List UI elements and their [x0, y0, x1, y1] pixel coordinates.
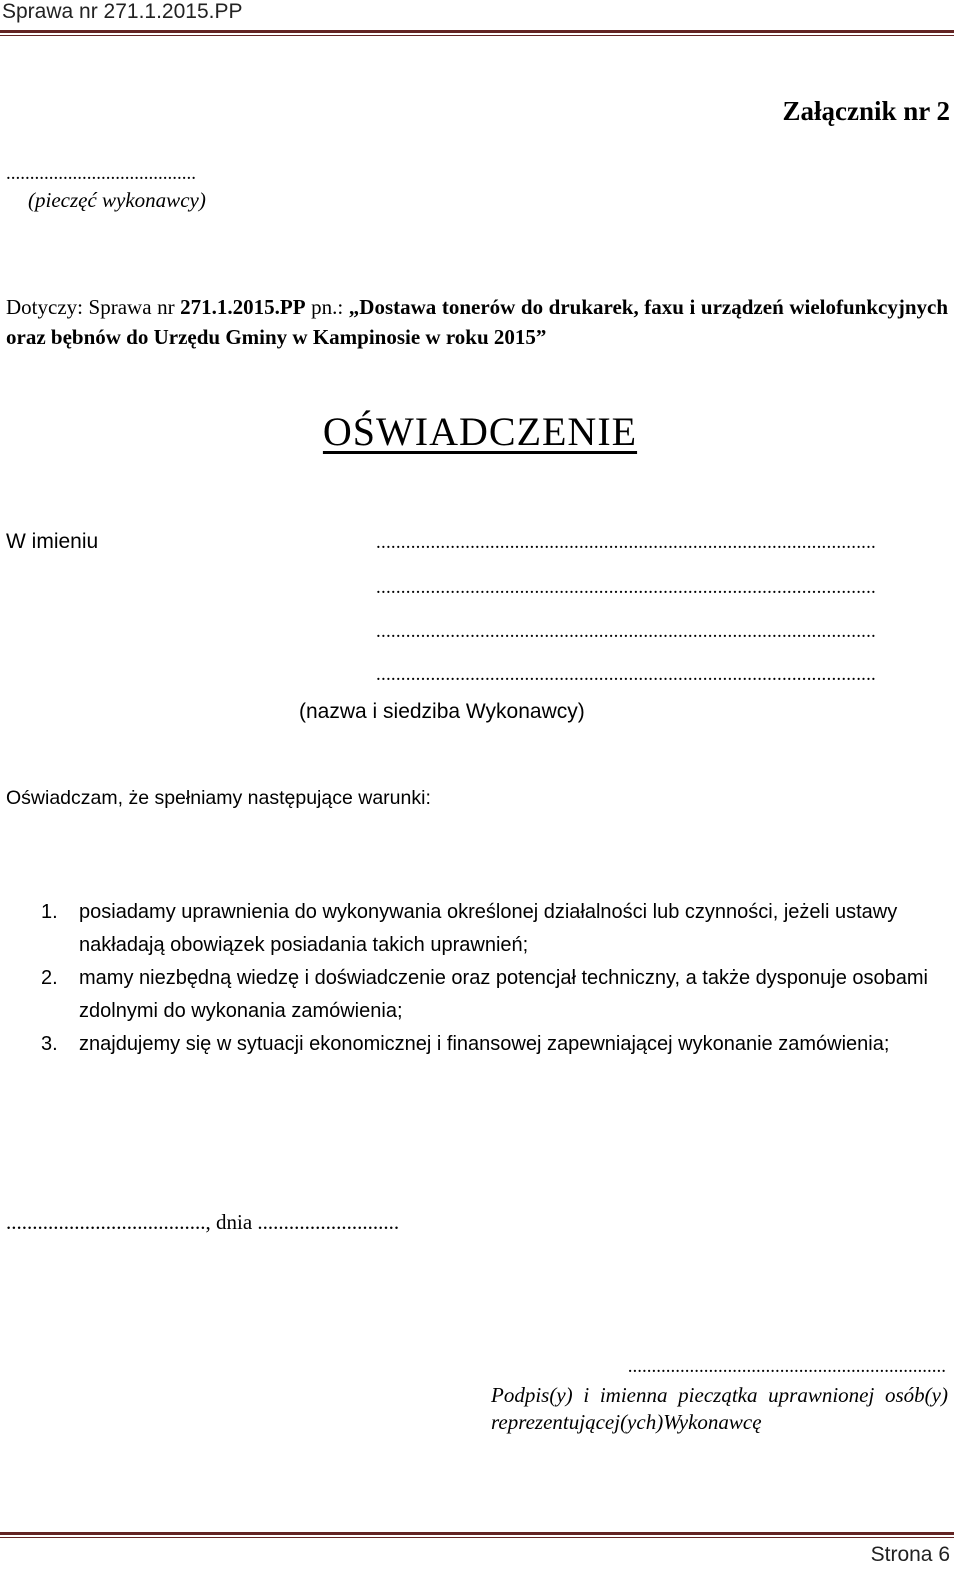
signature-dotted-line: ...................................................................	[627, 1356, 946, 1377]
list-item-text: posiadamy uprawnienia do wykonywania określonej działalności lub czynności, jeżeli ustawy nakładają obowiązek posiadania takich uprawnień;	[79, 901, 898, 956]
contractor-name-line: .....................................................................................................	[376, 664, 876, 685]
contractor-name-note: (nazwa i siedziba Wykonawcy)	[299, 700, 585, 723]
contractor-name-line: .....................................................................................................	[376, 621, 876, 642]
concern-mid: pn.:	[305, 295, 349, 319]
header-rule	[0, 30, 954, 33]
page-number: Strona 6	[870, 1543, 950, 1566]
concern-subject: „Dostawa tonerów do drukarek, faxu i urządzeń wielofunkcyjnych oraz bębnów do Urzędu Gminy w Kampinosie w roku 2015”	[6, 295, 948, 349]
contractor-name-line: .....................................................................................................	[376, 577, 876, 598]
concern-case-number: 271.1.2015.PP	[180, 295, 306, 319]
contractor-name-line: .....................................................................................................	[376, 532, 876, 553]
list-item-text: znajdujemy się w sytuacji ekonomicznej i finansowej zapewniającej wykonanie zamówienia;	[79, 1033, 890, 1055]
signature-caption: Podpis(y) i imienna pieczątka uprawnionej osób(y) reprezentującej(ych)Wykonawcę	[491, 1383, 948, 1434]
footer-rule	[0, 1532, 954, 1535]
annex-label: Załącznik nr 2	[782, 96, 950, 126]
stamp-label: (pieczęć wykonawcy)	[28, 188, 206, 212]
running-header: Sprawa nr 271.1.2015.PP	[2, 0, 243, 23]
place-date-line: ......................................, dnia ...........................	[6, 1210, 400, 1234]
list-item-number: 2.	[41, 967, 58, 989]
list-item	[0, 896, 950, 962]
footer-rule-thin	[0, 1537, 954, 1538]
list-item	[0, 962, 950, 1028]
declaration-intro: Oświadczam, że spełniamy następujące warunki:	[6, 787, 431, 809]
concern-paragraph	[6, 292, 948, 352]
list-item-text: mamy niezbędną wiedzę i doświadczenie oraz potencjał techniczny, a także dysponuje osobami zdolnymi do wykonania zamówienia;	[79, 967, 928, 1022]
on-behalf-label: W imieniu	[6, 530, 99, 553]
list-item-number: 1.	[41, 901, 58, 923]
conditions-list	[0, 896, 950, 1061]
statement-title: OŚWIADCZENIE	[322, 409, 638, 454]
list-item	[0, 1028, 950, 1061]
stamp-dotted-line: ........................................	[6, 163, 196, 184]
header-rule-thin	[0, 35, 954, 36]
list-item-number: 3.	[41, 1033, 58, 1055]
concern-prefix: Dotyczy: Sprawa nr	[6, 295, 181, 319]
